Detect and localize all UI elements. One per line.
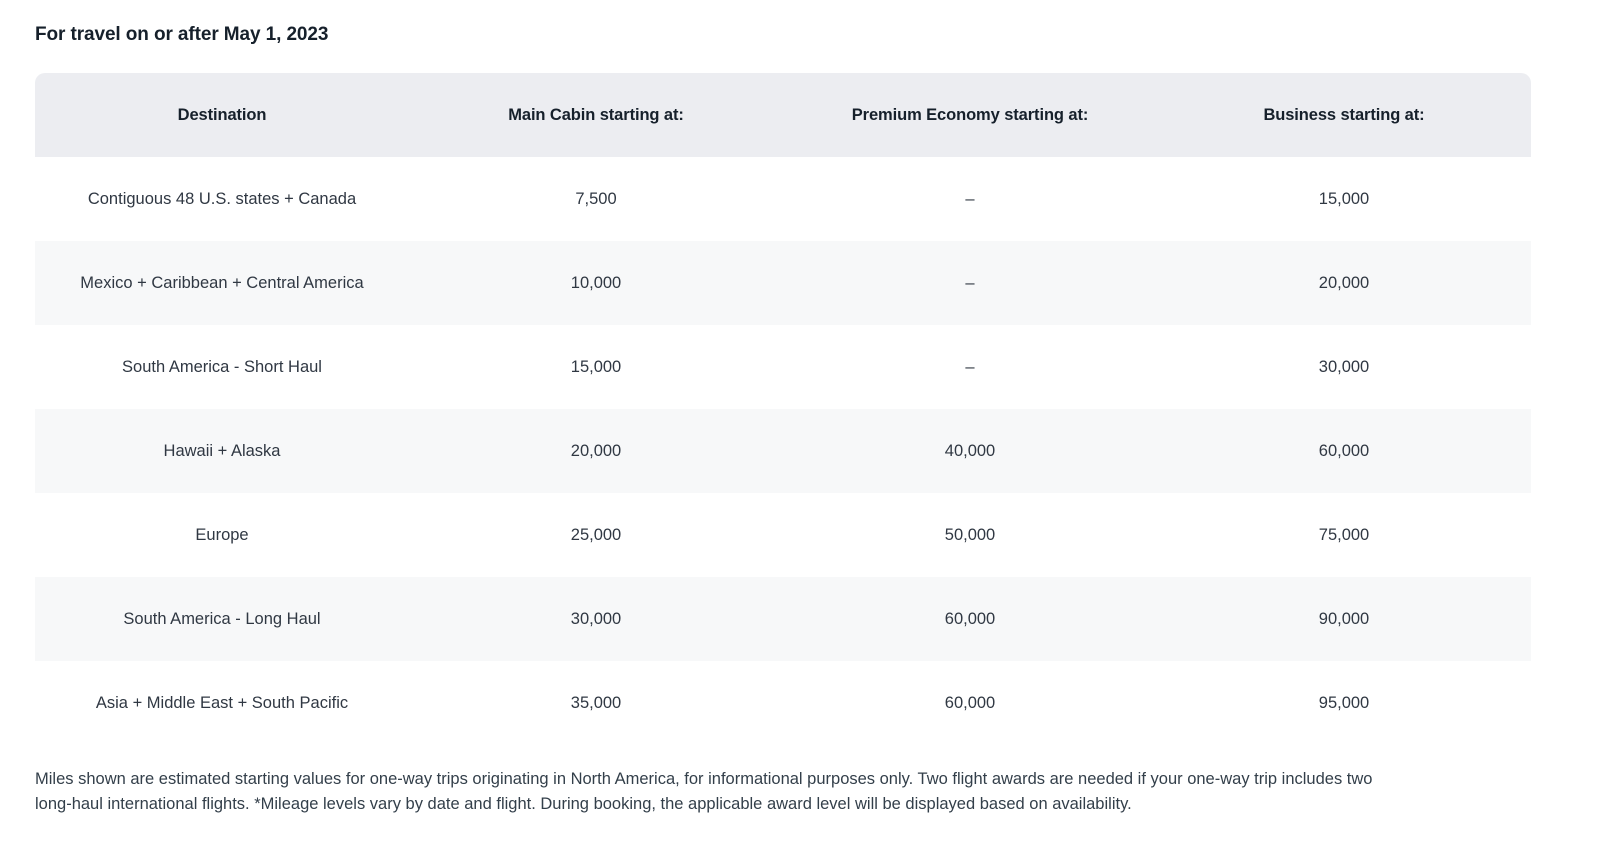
destination-cell: South America - Short Haul (122, 357, 322, 376)
table-row (35, 661, 1531, 745)
business-miles-cell: 15,000 (1318, 189, 1370, 208)
main-cabin-miles-cell: 20,000 (570, 441, 622, 460)
table-row (35, 409, 1531, 493)
table-header-row (35, 73, 1531, 157)
business-miles-cell: 20,000 (1318, 273, 1370, 292)
premium-economy-miles-cell: 50,000 (944, 525, 996, 544)
page-title: For travel on or after May 1, 2023 (35, 24, 329, 45)
main-cabin-miles-cell: 35,000 (570, 693, 622, 712)
destination-cell: Hawaii + Alaska (163, 441, 281, 460)
column-header-premium-economy: Premium Economy starting at: (851, 105, 1089, 124)
business-miles-cell: 90,000 (1318, 609, 1370, 628)
business-miles-cell: 95,000 (1318, 693, 1370, 712)
premium-economy-miles-cell: 60,000 (944, 693, 996, 712)
main-cabin-miles-cell: 7,500 (575, 189, 617, 208)
table-body (35, 157, 1531, 745)
destination-cell: Mexico + Caribbean + Central America (80, 273, 364, 292)
column-header-main-cabin: Main Cabin starting at: (508, 105, 684, 124)
destination-cell: Europe (195, 525, 249, 544)
column-header-destination: Destination (177, 105, 267, 124)
destination-cell: Asia + Middle East + South Pacific (95, 693, 349, 712)
column-header-business: Business starting at: (1263, 105, 1425, 124)
table-row (35, 577, 1531, 661)
destination-cell: Contiguous 48 U.S. states + Canada (87, 189, 357, 208)
premium-economy-miles-cell: – (965, 189, 975, 208)
table-row (35, 241, 1531, 325)
business-miles-cell: 60,000 (1318, 441, 1370, 460)
footnote (35, 767, 1531, 817)
main-cabin-miles-cell: 10,000 (570, 273, 622, 292)
footnote-line-2: long-haul international flights. *Mileage levels vary by date and flight. During booking, the applicable award level will be displayed based on availability. (35, 795, 1132, 813)
business-miles-cell: 75,000 (1318, 525, 1370, 544)
table-row (35, 325, 1531, 409)
footnote-line-1: Miles shown are estimated starting values for one-way trips originating in North America, for informational purposes only. Two flight awards are needed if your one-way trip includes two (35, 770, 1373, 788)
award-miles-table (35, 73, 1531, 745)
premium-economy-miles-cell: 60,000 (944, 609, 996, 628)
main-cabin-miles-cell: 30,000 (570, 609, 622, 628)
business-miles-cell: 30,000 (1318, 357, 1370, 376)
destination-cell: South America - Long Haul (123, 609, 321, 628)
main-cabin-miles-cell: 25,000 (570, 525, 622, 544)
table-row (35, 157, 1531, 241)
premium-economy-miles-cell: 40,000 (944, 441, 996, 460)
premium-economy-miles-cell: – (965, 273, 975, 292)
premium-economy-miles-cell: – (965, 357, 975, 376)
table-row (35, 493, 1531, 577)
main-cabin-miles-cell: 15,000 (570, 357, 622, 376)
